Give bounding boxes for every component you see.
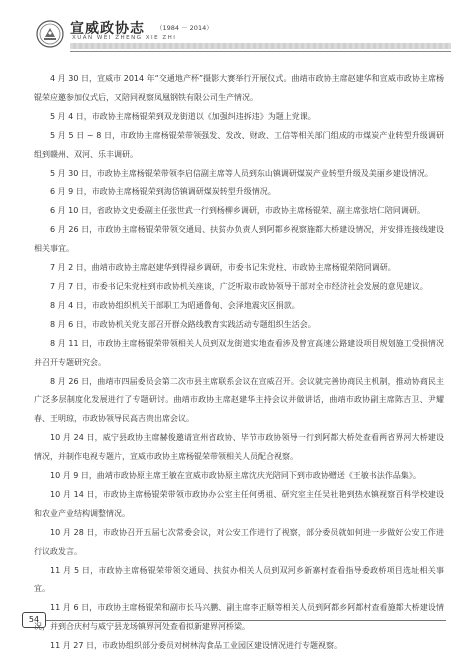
chronicle-entry: 10 月 28 日，市政协召开五届七次常委会议，对公安工作进行了视察，部分委员就如何进一步做好公安工作进行议政发言。 (34, 527, 444, 556)
chronicle-entry: 11 月 27 日，市政协组织部分委员对树林沟食品工业园区建设情况进行专题视察。 (50, 641, 342, 651)
book-title-pinyin: XUAN WEI ZHENG XIE ZHI (72, 35, 177, 41)
footer-rule (46, 620, 446, 621)
book-years: （1984 － 2014） (156, 24, 213, 32)
chronicle-entry: 10 月 9 日，曲靖市政协原主席王敏在宣威市政协原主席沈庆光陪同下到市政协赠送《王敏书法作品集》。 (50, 471, 421, 481)
book-title: 宣威政协志 (70, 21, 145, 37)
chronicle-entry: 10 月 14 日，市政协主席杨锟荣带领市政协办公室主任何勇祖、研究室主任吴社艳到热水镇视察百科学校建设和农业产业结构调整情况。 (34, 489, 444, 518)
chronicle-entry: 5 月 4 日，市政协主席杨锟荣到双龙街道以《加强纠违拆违》为题上党课。 (50, 111, 316, 121)
chronicle-entry: 8 月 6 日，市政协机关党支部召开群众路线教育实践活动专题组织生活会。 (50, 319, 316, 329)
chronicle-entry: 11 月 6 日，市政协主席杨锟荣和副市长马兴鹏、副主席李正顺等相关人员到阿都乡阿都村查看施都大桥建设情况，并到合庆村与威宁县龙场镇界河处查看拟新建界河桥梁。 (34, 603, 444, 632)
chronicle-entry: 5 月 30 日，市政协主席杨锟荣带领李启信副主席等人员到东山镇调研煤炭产业转型升级及美丽乡建设情况。 (50, 168, 433, 178)
chronicle-entry: 10 月 24 日，威宁县政协主席赫俊邀请宣州省政协、毕节市政协领导一行到阿都大桥处查看两省界河大桥建设情况，并制作电视专题片，宣威市政协主席杨锟荣带领相关人员配合视察。 (34, 433, 444, 462)
page-header (36, 16, 451, 60)
header-rule (70, 51, 451, 52)
chronicle-entry: 8 月 26 日，曲靖市四届委员会第二次市县主席联系会议在宣威召开。会议就完善协商民主机制，推动协商民主广泛多层制度化发展进行了专题研讨。曲靖市政协主席赵建华主持会议并做讲话，曲靖市政协副主席陈吉卫、尹耀春、王明琼，市政协领导民高吉贵出席会议。 (34, 376, 444, 424)
chronicle-entry: 7 月 7 日，市委书记朱党柱到市政协机关座谈，广泛听取市政协领导干部对全市经济社会发展的意见建议。 (50, 281, 428, 291)
header-decoration-band (70, 43, 451, 49)
chronicle-entry: 11 月 5 日，市政协主席杨锟荣带领交通局、扶贫办相关人员到双河乡新寨村查看指导委政桥项目选址相关事宜。 (34, 565, 444, 594)
chronicle-entry: 7 月 2 日，曲靖市政协主席赵建华到得禄乡调研，市委书记朱党柱、市政协主席杨锟荣陪同调研。 (50, 263, 396, 273)
chronicle-entry: 6 月 10 日，省政协文史委副主任张世武一行到杨柳乡调研，市政协主席杨锟荣、副主席张培仁陪同调研。 (50, 206, 425, 216)
chronicle-entry: 8 月 11 日，市政协主席杨锟荣带领相关人员到双龙街道实地查看涉及曾宣高速公路建设项目规划施工受损情况并召开专题研究会。 (34, 338, 444, 367)
page-number: 54 (22, 612, 46, 628)
chronicle-entry: 6 月 9 日，市政协主席杨锟荣到海岱镇调研煤炭转型升级情况。 (50, 187, 276, 197)
chronicle-entry: 5 月 5 日 ~ 8 日，市政协主席杨锟荣带领强发、发改、财政、工信等相关部门组成的市煤炭产业转型升级调研组到赣州、双河、乐丰调研。 (34, 130, 444, 159)
chronicle-entry: 6 月 26 日，市政协主席杨锟荣带领交通局、扶贫办负责人到阿都乡视察施都大桥建设情况，并安排连接线建设相关事宜。 (34, 225, 444, 254)
chronicle-entry: 8 月 4 日，市政协组织机关干部职工为昭通鲁甸、会泽地震灾区捐款。 (50, 300, 300, 310)
cppcc-emblem-icon (36, 20, 64, 48)
chronicle-entry: 4 月 30 日，宣威市 2014 年“交通地产杯”摄影大赛举行开展仪式。曲靖市政协主席赵建华和宣威市政协主席杨锟荣应邀参加仪式后，又陪同视察凤凰钢铁有限公司生产情况。 (34, 74, 444, 102)
